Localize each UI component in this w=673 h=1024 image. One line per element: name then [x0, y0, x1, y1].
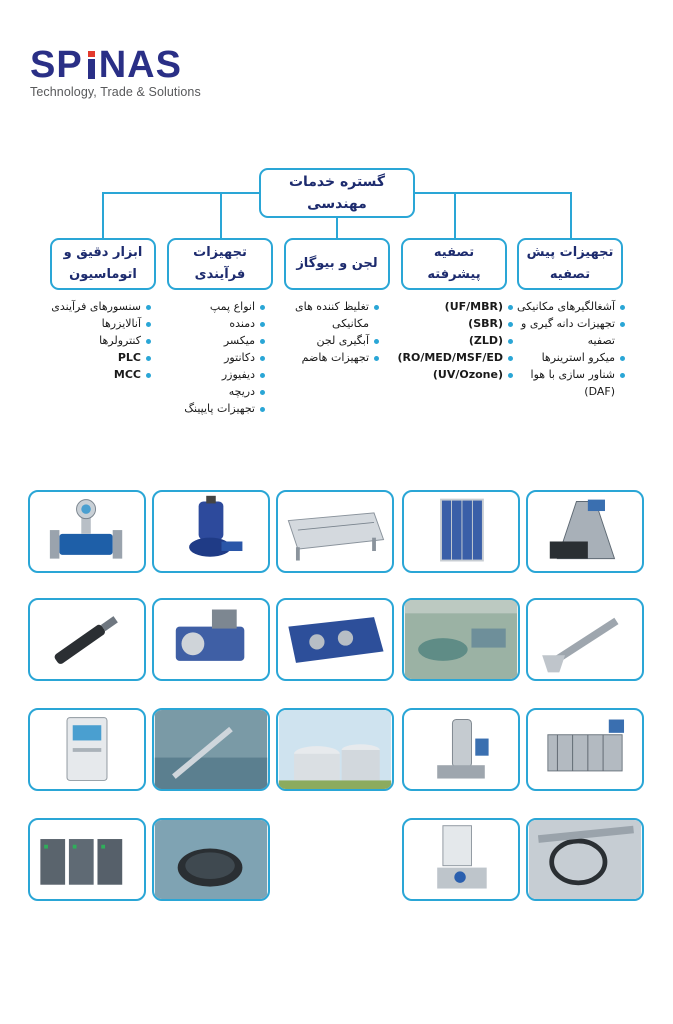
list-item: تجهیزات دانه گیری و تصفیه: [503, 315, 625, 349]
connector: [102, 192, 104, 238]
connector: [570, 192, 572, 238]
connector: [220, 192, 222, 238]
list-item: MCC: [41, 366, 151, 383]
drum-screen-image: [526, 708, 644, 791]
membrane-module-image: [402, 490, 520, 573]
list-item: انواع پمپ: [169, 298, 265, 315]
controller-image: [28, 708, 146, 791]
connector: [102, 192, 259, 194]
list-item: (SBR): [377, 315, 513, 332]
category-instrumentation: ابزار دقیق و اتوماسیون: [50, 238, 156, 290]
root-node: گستره خدمات مهندسی: [259, 168, 415, 218]
category-pretreatment: تجهیزات پیش تصفیه: [517, 238, 623, 290]
list-pretreatment: [503, 298, 625, 400]
list-item: دکانتور: [169, 349, 265, 366]
logo-letters-right: NAS: [98, 44, 182, 86]
connector: [336, 218, 338, 238]
list-instrumentation: [41, 298, 151, 383]
connector: [454, 192, 456, 238]
aeration-image: [152, 708, 270, 791]
list-item: کنترولرها: [41, 332, 151, 349]
analyzer-probe-image: [28, 598, 146, 681]
list-item: آشغالگیرهای مکانیکی: [503, 298, 625, 315]
chain-screen-image: [526, 818, 644, 901]
category-sludge-biogas: لجن و بیوگاز: [284, 238, 390, 290]
belt-press-image: [276, 598, 394, 681]
digester-image: [276, 708, 394, 791]
diffuser-image: [152, 818, 270, 901]
category-process-equipment: تجهیزات فرآیندی: [167, 238, 273, 290]
list-item: تغلیظ کننده های مکانیکی: [293, 298, 379, 332]
list-item: تجهیزات پایپینگ: [169, 400, 265, 417]
category-advanced-treatment: تصفیه پیشرفته: [401, 238, 507, 290]
list-item: (UV/Ozone): [377, 366, 513, 383]
thickener-image: [276, 490, 394, 573]
submersible-pump-image: [152, 490, 270, 573]
list-advanced: [377, 298, 513, 383]
list-sludge: [293, 298, 379, 366]
list-item: (UF/MBR): [377, 298, 513, 315]
list-item: تجهیزات هاضم: [293, 349, 379, 366]
list-item: شناور سازی با هوا (DAF): [503, 366, 625, 400]
list-item: دمنده: [169, 315, 265, 332]
uv-system-image: [402, 818, 520, 901]
blower-image: [152, 598, 270, 681]
list-item: میکرو استرینرها: [503, 349, 625, 366]
list-process: [169, 298, 265, 417]
flowmeter-image: [28, 490, 146, 573]
logo-letters-left: SP: [30, 44, 83, 86]
bar-screen-image: [526, 490, 644, 573]
list-item: دریچه: [169, 383, 265, 400]
logo-tagline: Technology, Trade & Solutions: [30, 85, 201, 99]
connector: [415, 192, 571, 194]
list-item: (ZLD): [377, 332, 513, 349]
list-item: آنالایزرها: [41, 315, 151, 332]
list-item: RO/MED/MSF/ED): [377, 349, 513, 366]
list-item: آبگیری لجن: [293, 332, 379, 349]
list-item: میکسر: [169, 332, 265, 349]
evaporator-image: [402, 708, 520, 791]
list-item: PLC: [41, 349, 151, 366]
list-item: دیفیوزر: [169, 366, 265, 383]
treatment-plant-image: [402, 598, 520, 681]
screw-conveyor-image: [526, 598, 644, 681]
list-item: سنسورهای فرآیندی: [41, 298, 151, 315]
plc-image: [28, 818, 146, 901]
